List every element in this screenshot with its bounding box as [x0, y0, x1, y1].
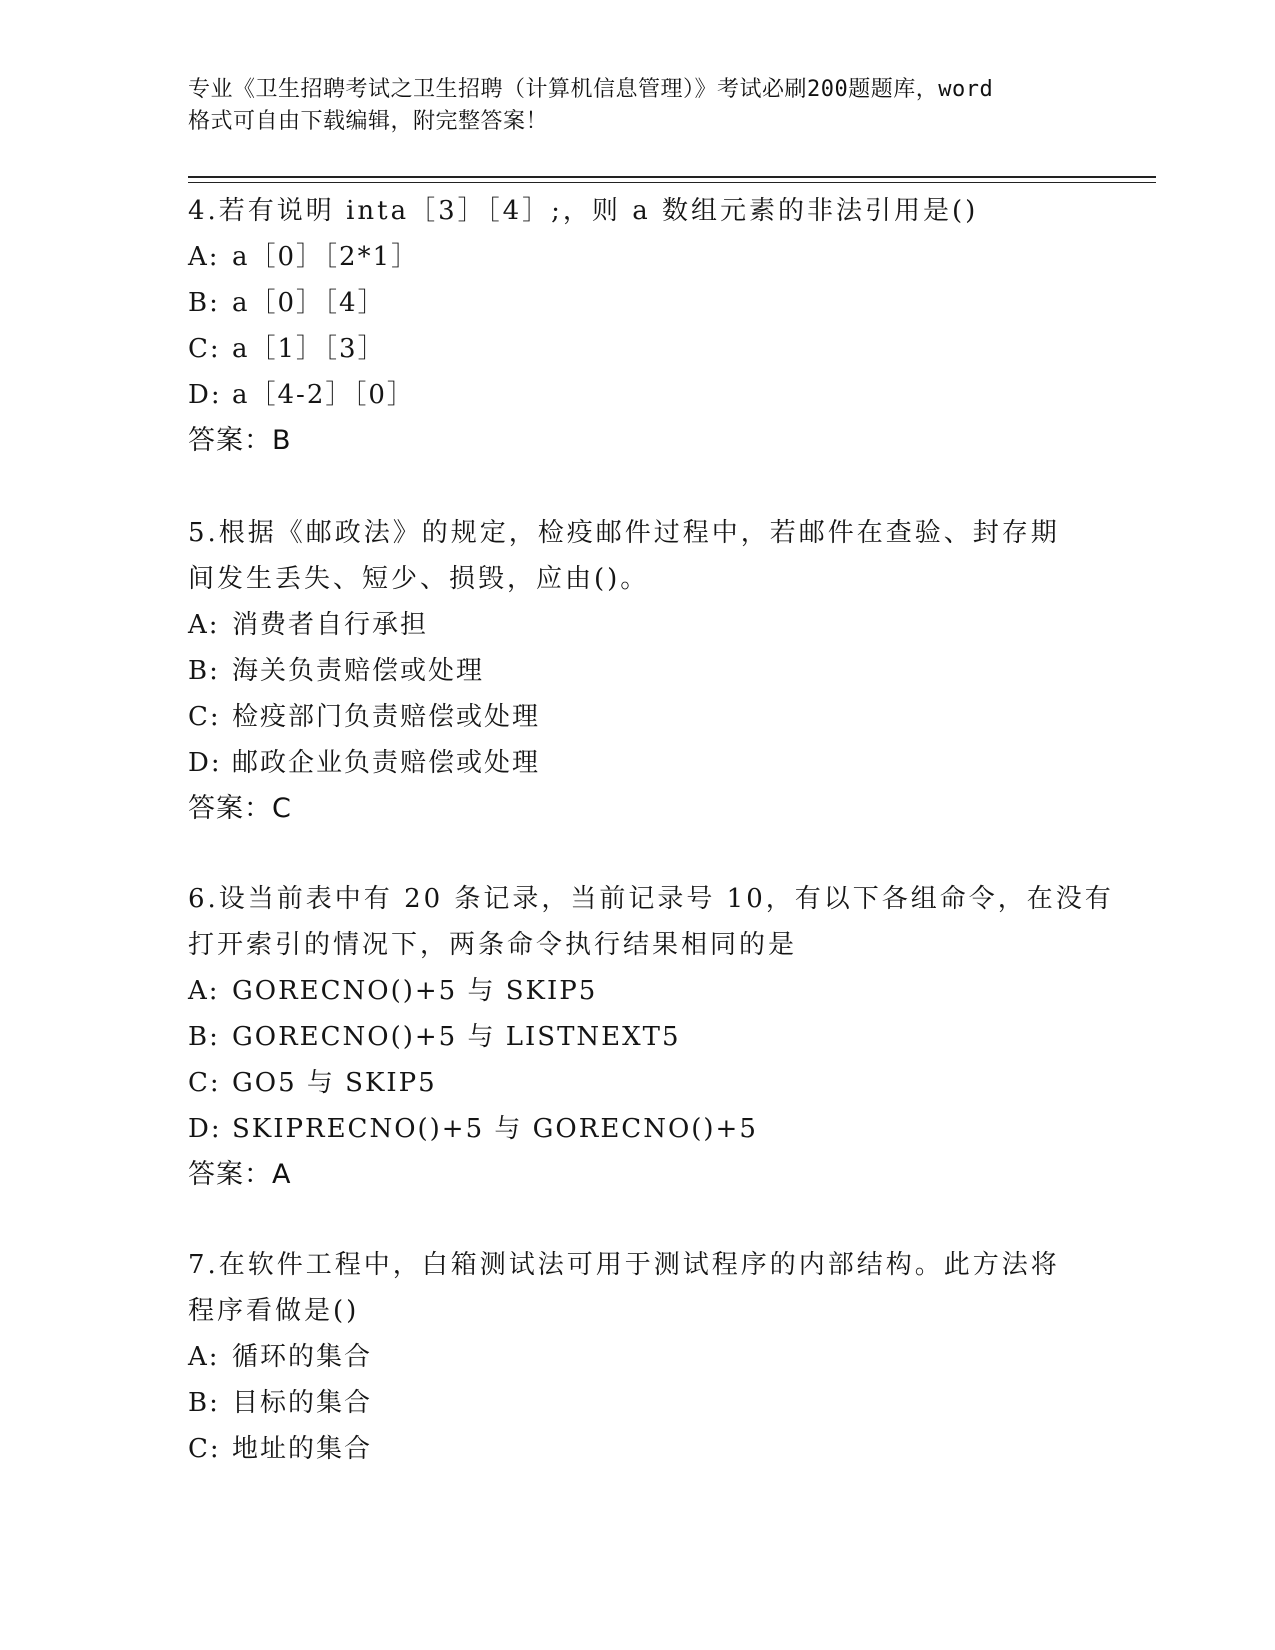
option-b: [188, 648, 1088, 694]
answer-line: 答案：C: [188, 793, 292, 824]
option-text: 海关负责赔偿或处理: [232, 656, 485, 686]
option-a: [188, 968, 1088, 1014]
answer-line: 答案：A: [188, 1159, 292, 1190]
option-text: GORECNO()+5 与 LISTNEXT5: [232, 1022, 681, 1052]
option-text: 邮政企业负责赔偿或处理: [232, 748, 541, 778]
option-letter: A:: [188, 242, 220, 272]
question-text-continued: 间发生丢失、短少、损毁，应由()。: [188, 564, 650, 594]
option-c: [188, 1060, 1088, 1106]
option-letter: A:: [188, 976, 220, 1006]
option-c: [188, 1426, 1088, 1472]
option-text: 检疫部门负责赔偿或处理: [232, 702, 541, 732]
answer-line: 答案：B: [188, 425, 292, 456]
question-text: 4.若有说明 inta［3］［4］;，则 a 数组元素的非法引用是(): [188, 196, 979, 226]
option-letter: C:: [188, 1068, 221, 1098]
option-text: a［4-2］［0］: [232, 380, 415, 410]
option-text: a［0］［2*1］: [232, 242, 420, 272]
option-letter: B:: [188, 656, 220, 686]
option-d: [188, 1106, 1088, 1152]
option-c: [188, 694, 1088, 740]
option-text: GORECNO()+5 与 SKIP5: [232, 976, 598, 1006]
option-a: [188, 234, 1088, 280]
option-letter: D:: [188, 748, 222, 778]
option-letter: D:: [188, 380, 222, 410]
option-c: [188, 326, 1088, 372]
question-block: [188, 1242, 1088, 1472]
option-text: 消费者自行承担: [232, 610, 429, 640]
question-text-continued: 程序看做是(): [188, 1296, 360, 1326]
option-letter: C:: [188, 702, 221, 732]
option-letter: B:: [188, 288, 220, 318]
option-letter: A:: [188, 1342, 220, 1372]
header-line-2: 格式可自由下载编辑，附完整答案！: [188, 109, 549, 134]
question-text: 6.设当前表中有 20 条记录，当前记录号 10，有以下各组命令，在没有: [188, 884, 1114, 914]
option-d: [188, 372, 1088, 418]
option-text: 地址的集合: [232, 1434, 373, 1464]
option-text: SKIPRECNO()+5 与 GORECNO()+5: [232, 1114, 758, 1144]
option-b: [188, 1380, 1088, 1426]
option-text: GO5 与 SKIP5: [232, 1068, 437, 1098]
option-letter: B:: [188, 1388, 220, 1418]
option-letter: D:: [188, 1114, 222, 1144]
option-d: [188, 740, 1088, 786]
question-block: [188, 188, 1088, 464]
option-b: [188, 1014, 1088, 1060]
option-text: 循环的集合: [232, 1342, 373, 1372]
option-a: [188, 602, 1088, 648]
question-text: 7.在软件工程中，白箱测试法可用于测试程序的内部结构。此方法将: [188, 1250, 1060, 1280]
option-b: [188, 280, 1088, 326]
header-line-1: 专业《卫生招聘考试之卫生招聘（计算机信息管理）》考试必刷200题题库，word: [188, 77, 994, 102]
header-divider-thick: [188, 176, 1156, 178]
header-divider-thin: [188, 182, 1156, 183]
option-text: 目标的集合: [232, 1388, 373, 1418]
option-text: a［1］［3］: [232, 334, 386, 364]
question-text: 5.根据《邮政法》的规定，检疫邮件过程中，若邮件在查验、封存期: [188, 518, 1060, 548]
option-letter: C:: [188, 334, 221, 364]
document-header: [188, 74, 1088, 138]
option-letter: C:: [188, 1434, 221, 1464]
option-a: [188, 1334, 1088, 1380]
question-block: [188, 876, 1114, 1198]
question-text-continued: 打开索引的情况下，两条命令执行结果相同的是: [188, 930, 798, 960]
question-block: [188, 510, 1088, 832]
option-text: a［0］［4］: [232, 288, 386, 318]
option-letter: A:: [188, 610, 220, 640]
option-letter: B:: [188, 1022, 220, 1052]
